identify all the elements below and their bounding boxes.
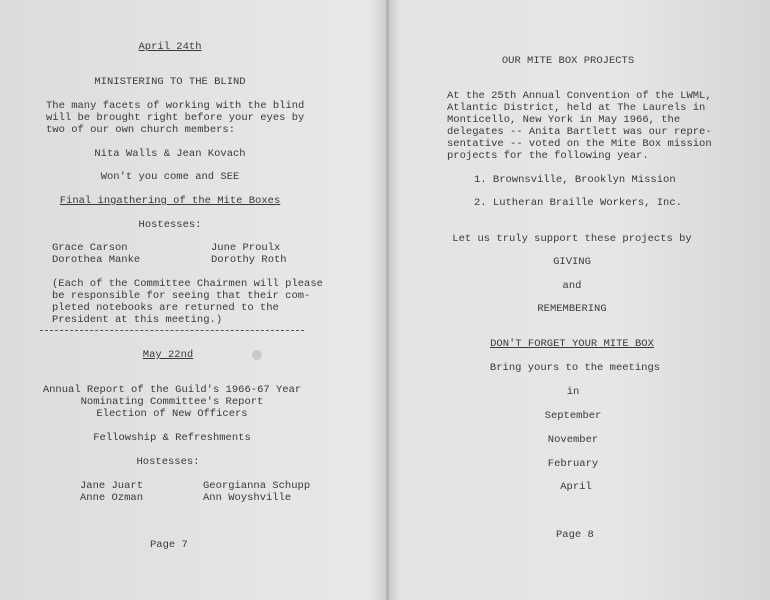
month-item: September: [544, 410, 602, 422]
date-may: May 22nd: [142, 349, 194, 361]
agenda-line: Annual Report of the Guild's 1966-67 Year: [42, 384, 302, 396]
page-title: OUR MITE BOX PROJECTS: [501, 55, 635, 67]
para-line: Atlantic District, held at The Laurels in: [447, 102, 706, 114]
para1-line: two of our own church members:: [46, 124, 236, 136]
month-item: April: [560, 481, 592, 493]
para-line: At the 25th Annual Convention of the LWML,: [447, 90, 712, 102]
month-item: February: [547, 458, 599, 470]
para1-line: will be brought right before your eyes by: [46, 112, 305, 124]
hostess-name: Dorothea Manke: [52, 254, 141, 266]
page-fold: [386, 0, 389, 600]
agenda-line: Election of New Officers: [96, 408, 248, 420]
dashed-divider: [40, 330, 304, 331]
note-line: be responsible for seeing that their com-: [52, 290, 311, 302]
remembering-word: REMEMBERING: [537, 303, 607, 315]
page-number: Page 7: [150, 539, 188, 551]
ingathering-heading: Final ingathering of the Mite Boxes: [59, 195, 281, 207]
program-title: MINISTERING TO THE BLIND: [94, 76, 246, 88]
para-line: sentative -- voted on the Mite Box mission: [447, 138, 712, 150]
project-item: 2. Lutheran Braille Workers, Inc.: [474, 197, 682, 209]
in-word: in: [566, 386, 580, 398]
hostess-name: Anne Ozman: [80, 492, 144, 504]
support-line: Let us truly support these projects by: [452, 233, 692, 245]
speakers: Nita Walls & Jean Kovach: [94, 148, 246, 160]
giving-word: GIVING: [553, 256, 591, 268]
hostesses-label: Hostesses:: [136, 456, 200, 468]
note-line: pleted notebooks are returned to the: [52, 302, 279, 314]
and-word: and: [562, 280, 582, 292]
hostess-name: June Proulx: [211, 242, 281, 254]
bring-line: Bring yours to the meetings: [489, 362, 661, 374]
reminder-heading: DON'T FORGET YOUR MITE BOX: [490, 338, 654, 350]
para1-line: The many facets of working with the blind: [46, 100, 305, 112]
date-april: April 24th: [138, 41, 202, 53]
page-number: Page 8: [556, 529, 594, 541]
invite-line: Won't you come and SEE: [100, 171, 240, 183]
paper-spot: [252, 350, 262, 360]
para-line: Monticello, New York in May 1966, the: [447, 114, 681, 126]
project-item: 1. Brownsville, Brooklyn Mission: [474, 174, 676, 186]
fellowship-line: Fellowship & Refreshments: [93, 432, 251, 444]
month-item: November: [547, 434, 599, 446]
hostess-name: Dorothy Roth: [211, 254, 287, 266]
note-line: (Each of the Committee Chairmen will please: [52, 278, 323, 290]
hostesses-label: Hostesses:: [138, 219, 202, 231]
hostess-name: Grace Carson: [52, 242, 128, 254]
para-line: projects for the following year.: [447, 150, 649, 162]
hostess-name: Ann Woyshville: [203, 492, 292, 504]
note-line: President at this meeting.): [52, 314, 223, 326]
hostess-name: Jane Juart: [80, 480, 144, 492]
hostess-name: Georgianna Schupp: [203, 480, 311, 492]
para-line: delegates -- Anita Bartlett was our repre-: [447, 126, 712, 138]
agenda-line: Nominating Committee's Report: [80, 396, 264, 408]
